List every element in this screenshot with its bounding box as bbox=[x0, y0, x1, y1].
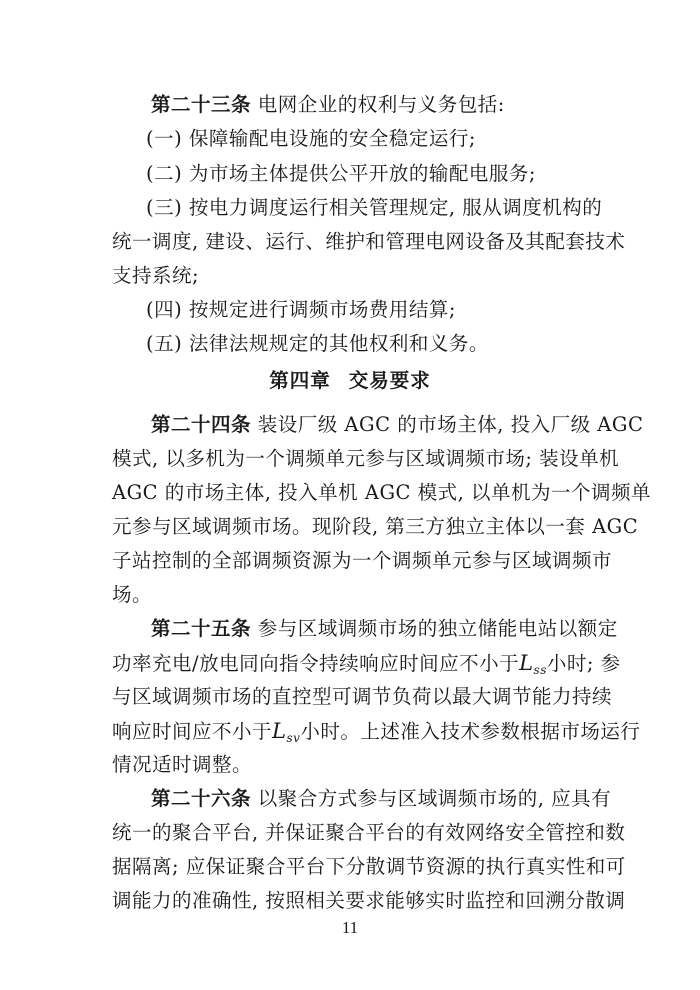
art23-item-5: (五) 法律法规规定的其他权利和义务。 bbox=[146, 332, 489, 355]
art23-heading: 第二十三条 bbox=[151, 93, 252, 116]
art26-line-2: 统一的聚合平台, 并保证聚合平台的有效网络安全管控和数 bbox=[112, 821, 626, 844]
page-number: 11 bbox=[341, 918, 359, 937]
art24-line-1-text: 装设厂级 AGC 的市场主体, 投入厂级 AGC bbox=[257, 413, 644, 436]
chapter-heading bbox=[0, 369, 700, 393]
art25-line-1-text: 参与区域调频市场的独立储能电站以额定 bbox=[257, 617, 618, 640]
art23-item-3-line-1: (三) 按电力调度运行相关管理规定, 服从调度机构的 bbox=[146, 196, 603, 219]
art25-line-2-a: 功率充电/放电同向指令持续响应时间应不小于 bbox=[112, 652, 520, 675]
art26-line-1-text: 以聚合方式参与区域调频市场的, 应具有 bbox=[257, 787, 612, 810]
art23-item-2: (二) 为市场主体提供公平开放的输配电服务; bbox=[146, 162, 536, 185]
art23-line-1 bbox=[151, 93, 592, 117]
art25-line-5: 情况适时调整。 bbox=[112, 753, 253, 776]
art24-line-6: 场。 bbox=[112, 583, 153, 606]
chapter-title: 交易要求 bbox=[348, 369, 431, 392]
art23-intro: 电网企业的权利与义务包括: bbox=[257, 93, 505, 116]
art25-line-1 bbox=[151, 617, 618, 641]
art26-line-3: 据隔离; 应保证聚合平台下分散调节资源的执行真实性和可 bbox=[112, 855, 626, 878]
art25-heading: 第二十五条 bbox=[151, 617, 252, 640]
art24-line-2: 模式, 以多机为一个调频单元参与区域调频市场; 装设单机 bbox=[112, 447, 620, 470]
art23-item-1: (一) 保障输配电设施的安全稳定运行; bbox=[146, 127, 476, 150]
art25-line-4 bbox=[112, 719, 641, 745]
art24-line-5: 子站控制的全部调频资源为一个调频单元参与区域调频市 bbox=[112, 549, 613, 572]
variable-l-ss: $L_{ss}$ bbox=[519, 651, 547, 677]
art24-line-4: 元参与区域调频市场。现阶段, 第三方独立主体以一套 AGC bbox=[112, 515, 639, 538]
art23-item-4: (四) 按规定进行调频市场费用结算; bbox=[146, 298, 456, 321]
art25-line-2 bbox=[112, 651, 621, 677]
art25-line-4-a: 响应时间应不小于 bbox=[112, 720, 273, 743]
art23-item-3-line-3: 支持系统; bbox=[112, 264, 200, 287]
chapter-number: 第四章 bbox=[269, 369, 331, 392]
art25-line-3: 与区域调频市场的直控型可调节负荷以最大调节能力持续 bbox=[112, 685, 613, 708]
art24-line-3: AGC 的市场主体, 投入单机 AGC 模式, 以单机为一个调频单 bbox=[112, 481, 652, 504]
art25-line-4-b: 小时。上述准入技术参数根据市场运行 bbox=[300, 720, 641, 743]
art24-heading: 第二十四条 bbox=[151, 413, 252, 436]
art26-heading: 第二十六条 bbox=[151, 787, 252, 810]
art24-line-1 bbox=[151, 413, 644, 437]
art26-line-1 bbox=[151, 787, 612, 811]
art25-line-2-b: 小时; 参 bbox=[546, 652, 621, 675]
variable-l-sv: $L_{sv}$ bbox=[272, 719, 301, 745]
art26-line-4: 调能力的准确性, 按照相关要求能够实时监控和回溯分散调 bbox=[112, 889, 626, 912]
art23-item-3-line-2: 统一调度, 建设、运行、维护和管理电网设备及其配套技术 bbox=[112, 230, 626, 253]
